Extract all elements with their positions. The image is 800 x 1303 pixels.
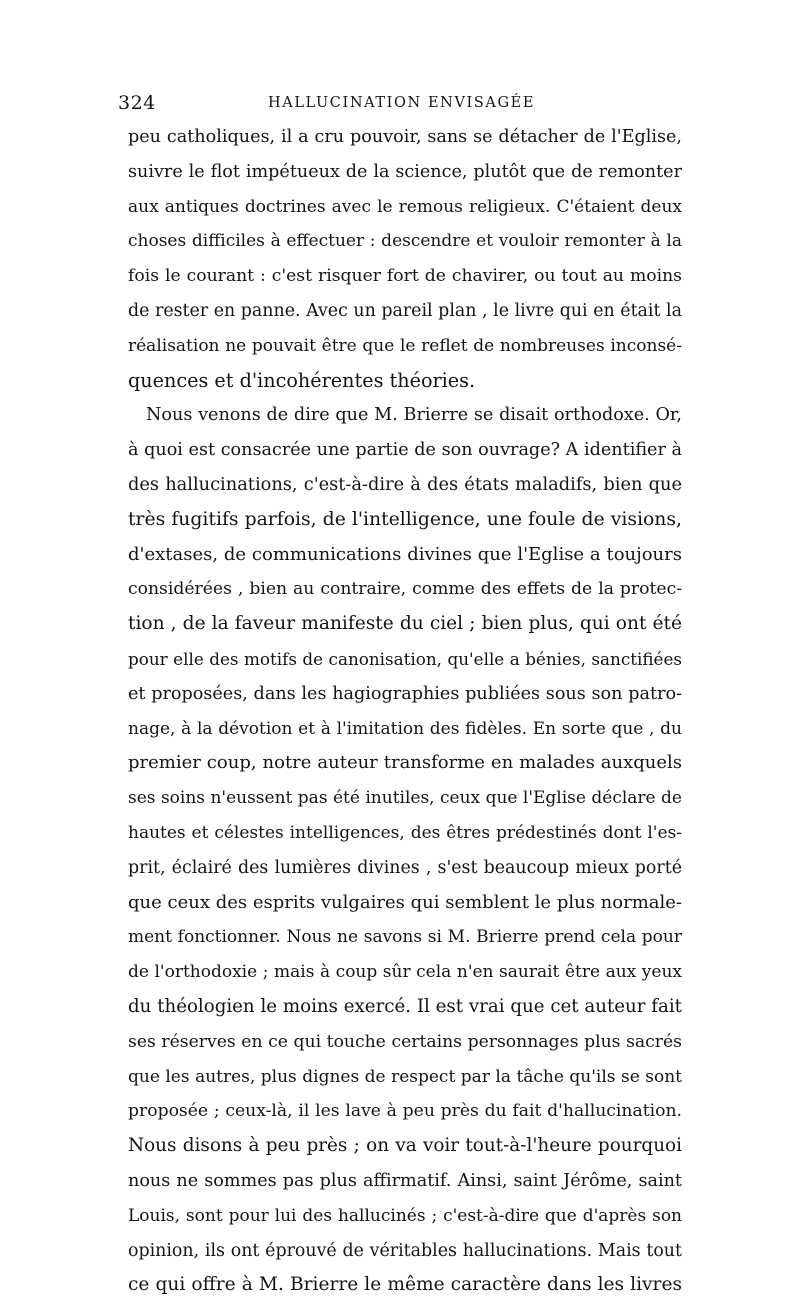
running-head: HALLUCINATION ENVISAGÉE xyxy=(268,95,536,111)
text-line: aux antiques doctrines avec le remous religieux. C'étaient deux xyxy=(128,196,682,217)
text-line: suivre le flot impétueux de la science, plutôt que de remonter xyxy=(128,161,682,182)
text-line: nage, à la dévotion et à l'imitation des fidèles. En sorte que , du xyxy=(128,718,682,739)
text-line: Nous venons de dire que M. Brierre se disait orthodoxe. Or, xyxy=(146,405,682,426)
text-line: ses réserves en ce qui touche certains personnages plus sacrés xyxy=(128,1031,682,1052)
text-line: nous ne sommes pas plus affirmatif. Ainsi, saint Jérôme, saint xyxy=(128,1170,682,1191)
text-line: premier coup, notre auteur transforme en malades auxquels xyxy=(128,752,682,774)
text-line: des hallucinations, c'est-à-dire à des états maladifs, bien que xyxy=(128,473,682,495)
text-line: du théologien le moins exercé. Il est vrai que cet auteur fait xyxy=(128,995,682,1017)
text-line: choses difficiles à effectuer : descendre et vouloir remonter à la xyxy=(128,231,682,252)
text-line: quences et d'incohérentes théories. xyxy=(128,368,476,392)
text-line: très fugitifs parfois, de l'intelligence, une foule de visions, xyxy=(128,508,682,530)
page-number: 324 xyxy=(118,92,156,114)
text-line: que ceux des esprits vulgaires qui semblent le plus normale- xyxy=(128,891,682,913)
text-line: à quoi est consacrée une partie de son ouvrage? A identifier à xyxy=(128,440,682,461)
text-line: réalisation ne pouvait être que le reflet de nombreuses inconsé- xyxy=(128,335,682,356)
text-line: tion , de la faveur manifeste du ciel ; bien plus, qui ont été xyxy=(128,613,682,635)
text-line: de l'orthodoxie ; mais à coup sûr cela n'en saurait être aux yeux xyxy=(128,962,682,983)
body-text xyxy=(128,120,682,1303)
text-line: opinion, ils ont éprouvé de véritables hallucinations. Mais tout xyxy=(128,1240,682,1261)
text-line: Louis, sont pour lui des hallucinés ; c'est-à-dire que d'après son xyxy=(128,1205,682,1226)
text-line: ment fonctionner. Nous ne savons si M. Brierre prend cela pour xyxy=(128,927,682,948)
text-line: ses soins n'eussent pas été inutiles, ceux que l'Eglise déclare de xyxy=(128,788,682,809)
text-line: Nous disons à peu près ; on va voir tout-à-l'heure pourquoi xyxy=(128,1135,682,1157)
text-line: et proposées, dans les hagiographies publiées sous son patro- xyxy=(128,683,682,704)
text-line: que les autres, plus dignes de respect par la tâche qu'ils se sont xyxy=(128,1066,682,1087)
text-line: proposée ; ceux-là, il les lave à peu près du fait d'hallucination. xyxy=(128,1101,682,1122)
page-header xyxy=(118,92,678,116)
text-line: peu catholiques, il a cru pouvoir, sans se détacher de l'Eglise, xyxy=(128,127,682,147)
text-line: de rester en panne. Avec un pareil plan , le livre qui en était la xyxy=(128,300,682,321)
text-line: fois le courant : c'est risquer fort de chavirer, ou tout au moins xyxy=(128,266,682,287)
text-line: pour elle des motifs de canonisation, qu'elle a bénies, sanctifiées xyxy=(128,648,682,669)
text-line: ce qui offre à M. Brierre le même caractère dans les livres xyxy=(128,1274,682,1296)
text-line: hautes et célestes intelligences, des êtres prédestinés dont l'es- xyxy=(128,822,682,843)
text-line: d'extases, de communications divines que l'Eglise a toujours xyxy=(128,543,682,565)
text-line: considérées , bien au contraire, comme des effets de la protec- xyxy=(128,579,682,600)
text-line: prit, éclairé des lumières divines , s'est beaucoup mieux porté xyxy=(128,857,682,878)
